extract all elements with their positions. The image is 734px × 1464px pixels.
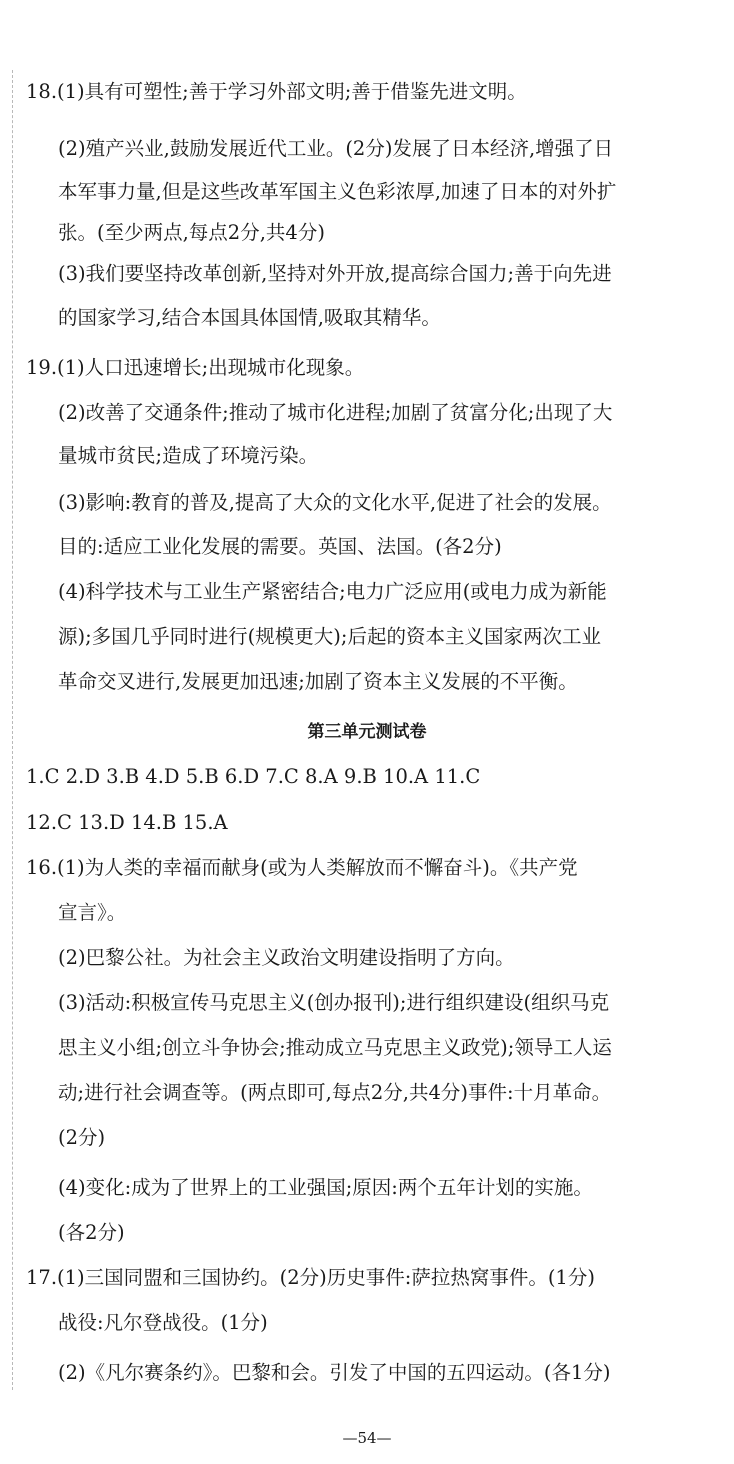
q19-part4-line2: 源);多国几乎同时进行(规模更大);后起的资本主义国家两次工业 <box>58 625 601 648</box>
q17-part2: (2)《凡尔赛条约》。巴黎和会。引发了中国的五四运动。(各1分) <box>58 1361 611 1384</box>
mc-answers-row1: 1.C 2.D 3.B 4.D 5.B 6.D 7.C 8.A 9.B 10.A 11.C <box>26 765 481 788</box>
q18-part2-line1: (2)殖产兴业,鼓励发展近代工业。(2分)发展了日本经济,增强了日 <box>58 137 614 160</box>
q16-part1-line2: 宣言》。 <box>58 901 127 924</box>
q16-part1-line1: 16.(1)为人类的幸福而献身(或为人类解放而不懈奋斗)。《共产党 <box>26 856 578 879</box>
q19-part4-line1: (4)科学技术与工业生产紧密结合;电力广泛应用(或电力成为新能 <box>58 580 607 603</box>
q19-part3-line1: (3)影响:教育的普及,提高了大众的文化水平,促进了社会的发展。 <box>58 491 612 514</box>
q16-part3-line4: (2分) <box>58 1126 106 1149</box>
section-heading: 第三单元测试卷 <box>307 722 427 742</box>
q19-part2-line1: (2)改善了交通条件;推动了城市化进程;加剧了贫富分化;出现了大 <box>58 401 613 424</box>
q17-part1-line1: 17.(1)三国同盟和三国协约。(2分)历史事件:萨拉热窝事件。(1分) <box>26 1266 595 1289</box>
q19-part2-line2: 量城市贫民;造成了环境污染。 <box>58 444 319 467</box>
q18-part2-line3: 张。(至少两点,每点2分,共4分) <box>58 221 325 244</box>
q18-part2-line2: 本军事力量,但是这些改革军国主义色彩浓厚,加速了日本的对外扩 <box>58 180 617 203</box>
q18-part3-line1: (3)我们要坚持改革创新,坚持对外开放,提高综合国力;善于向先进 <box>58 262 612 285</box>
page-number: —54— <box>342 1429 392 1447</box>
q18-part1: 18.(1)具有可塑性;善于学习外部文明;善于借鉴先进文明。 <box>26 80 527 103</box>
q16-part4-line2: (各2分) <box>58 1221 125 1244</box>
q19-part1: 19.(1)人口迅速增长;出现城市化现象。 <box>26 356 365 379</box>
q19-part4-line3: 革命交叉进行,发展更加迅速;加剧了资本主义发展的不平衡。 <box>58 670 578 693</box>
q19-part3-line2: 目的:适应工业化发展的需要。英国、法国。(各2分) <box>58 535 502 558</box>
q18-part3-line2: 的国家学习,结合本国具体国情,吸取其精华。 <box>58 306 441 329</box>
q16-part4-line1: (4)变化:成为了世界上的工业强国;原因:两个五年计划的实施。 <box>58 1176 593 1199</box>
q16-part3-line2: 思主义小组;创立斗争协会;推动成立马克思主义政党);领导工人运 <box>58 1036 612 1059</box>
q16-part3-line1: (3)活动:积极宣传马克思主义(创办报刊);进行组织建设(组织马克 <box>58 991 610 1014</box>
q16-part2: (2)巴黎公社。为社会主义政治文明建设指明了方向。 <box>58 946 515 969</box>
q17-part1-line2: 战役:凡尔登战役。(1分) <box>58 1311 268 1334</box>
mc-answers-row2: 12.C 13.D 14.B 15.A <box>26 811 228 834</box>
q16-part3-line3: 动;进行社会调查等。(两点即可,每点2分,共4分)事件:十月革命。 <box>58 1081 612 1104</box>
